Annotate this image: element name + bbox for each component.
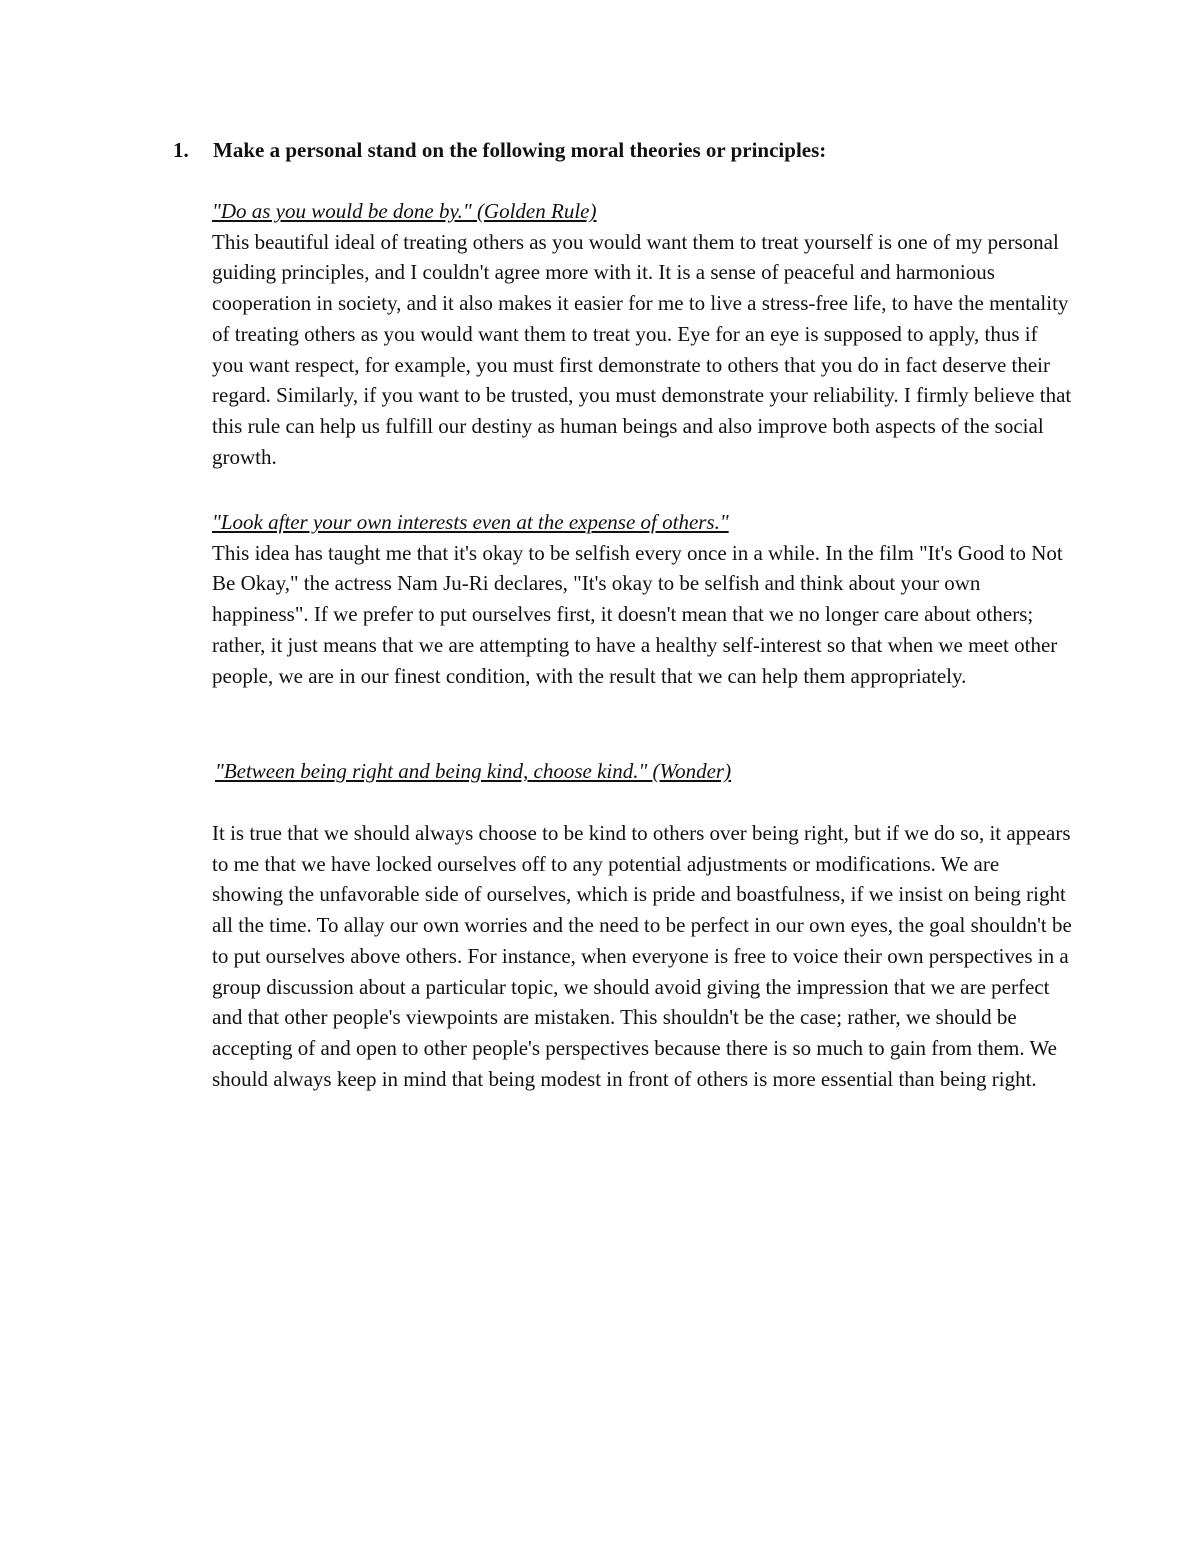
section-wonder [212, 818, 1072, 1094]
section-title-wrapper-wonder [215, 756, 1075, 787]
section-body-self-interest: This idea has taught me that it's okay to be selfish every once in a while. In the film "It's Good to Not Be Okay," the actress Nam Ju-Ri declares, "It's okay to be selfish and think about your own happiness". If we prefer to put ourselves first, it doesn't mean that we no longer care about others; rather, it just means that we are attempting to have a healthy self-interest so that when we meet other people, we are in our finest condition, with the result that we can help them appropriately. [212, 540, 1063, 688]
section-golden-rule [212, 196, 1072, 472]
question-heading [173, 136, 1073, 164]
section-self-interest [212, 507, 1072, 691]
section-title-self-interest: "Look after your own interests even at the expense of others." [212, 510, 729, 534]
question-number: 1. [173, 138, 189, 162]
section-title-golden-rule: "Do as you would be done by." (Golden Rule) [212, 199, 597, 223]
section-body-wonder: It is true that we should always choose to be kind to others over being right, but if we do so, it appears to me that we have locked ourselves off to any potential adjustments or modifications. We are showing the unfavorable side of ourselves, which is pride and boastfulness, if we insist on being right all the time. To allay our own worries and the need to be perfect in our own eyes, the goal shouldn't be to put ourselves above others. For instance, when everyone is free to voice their own perspectives in a group discussion about a particular topic, we should avoid giving the impression that we are perfect and that other people's viewpoints are mistaken. This shouldn't be the case; rather, we should be accepting of and open to other people's perspectives because there is so much to gain from them. We should always keep in mind that being modest in front of others is more essential than being right. [212, 821, 1072, 1091]
question-text: Make a personal stand on the following moral theories or principles: [213, 138, 827, 162]
section-title-wonder: "Between being right and being kind, choose kind." (Wonder) [215, 759, 732, 783]
section-body-golden-rule: This beautiful ideal of treating others as you would want them to treat yourself is one of my personal guiding principles, and I couldn't agree more with it. It is a sense of peaceful and harmonious cooperation in society, and it also makes it easier for me to live a stress-free life, to have the mentality of treating others as you would want them to treat you. Eye for an eye is supposed to apply, thus if you want respect, for example, you must first demonstrate to others that you do in fact deserve their regard. Similarly, if you want to be trusted, you must demonstrate your reliability. I firmly believe that this rule can help us fulfill our destiny as human beings and also improve both aspects of the social growth. [212, 229, 1072, 469]
